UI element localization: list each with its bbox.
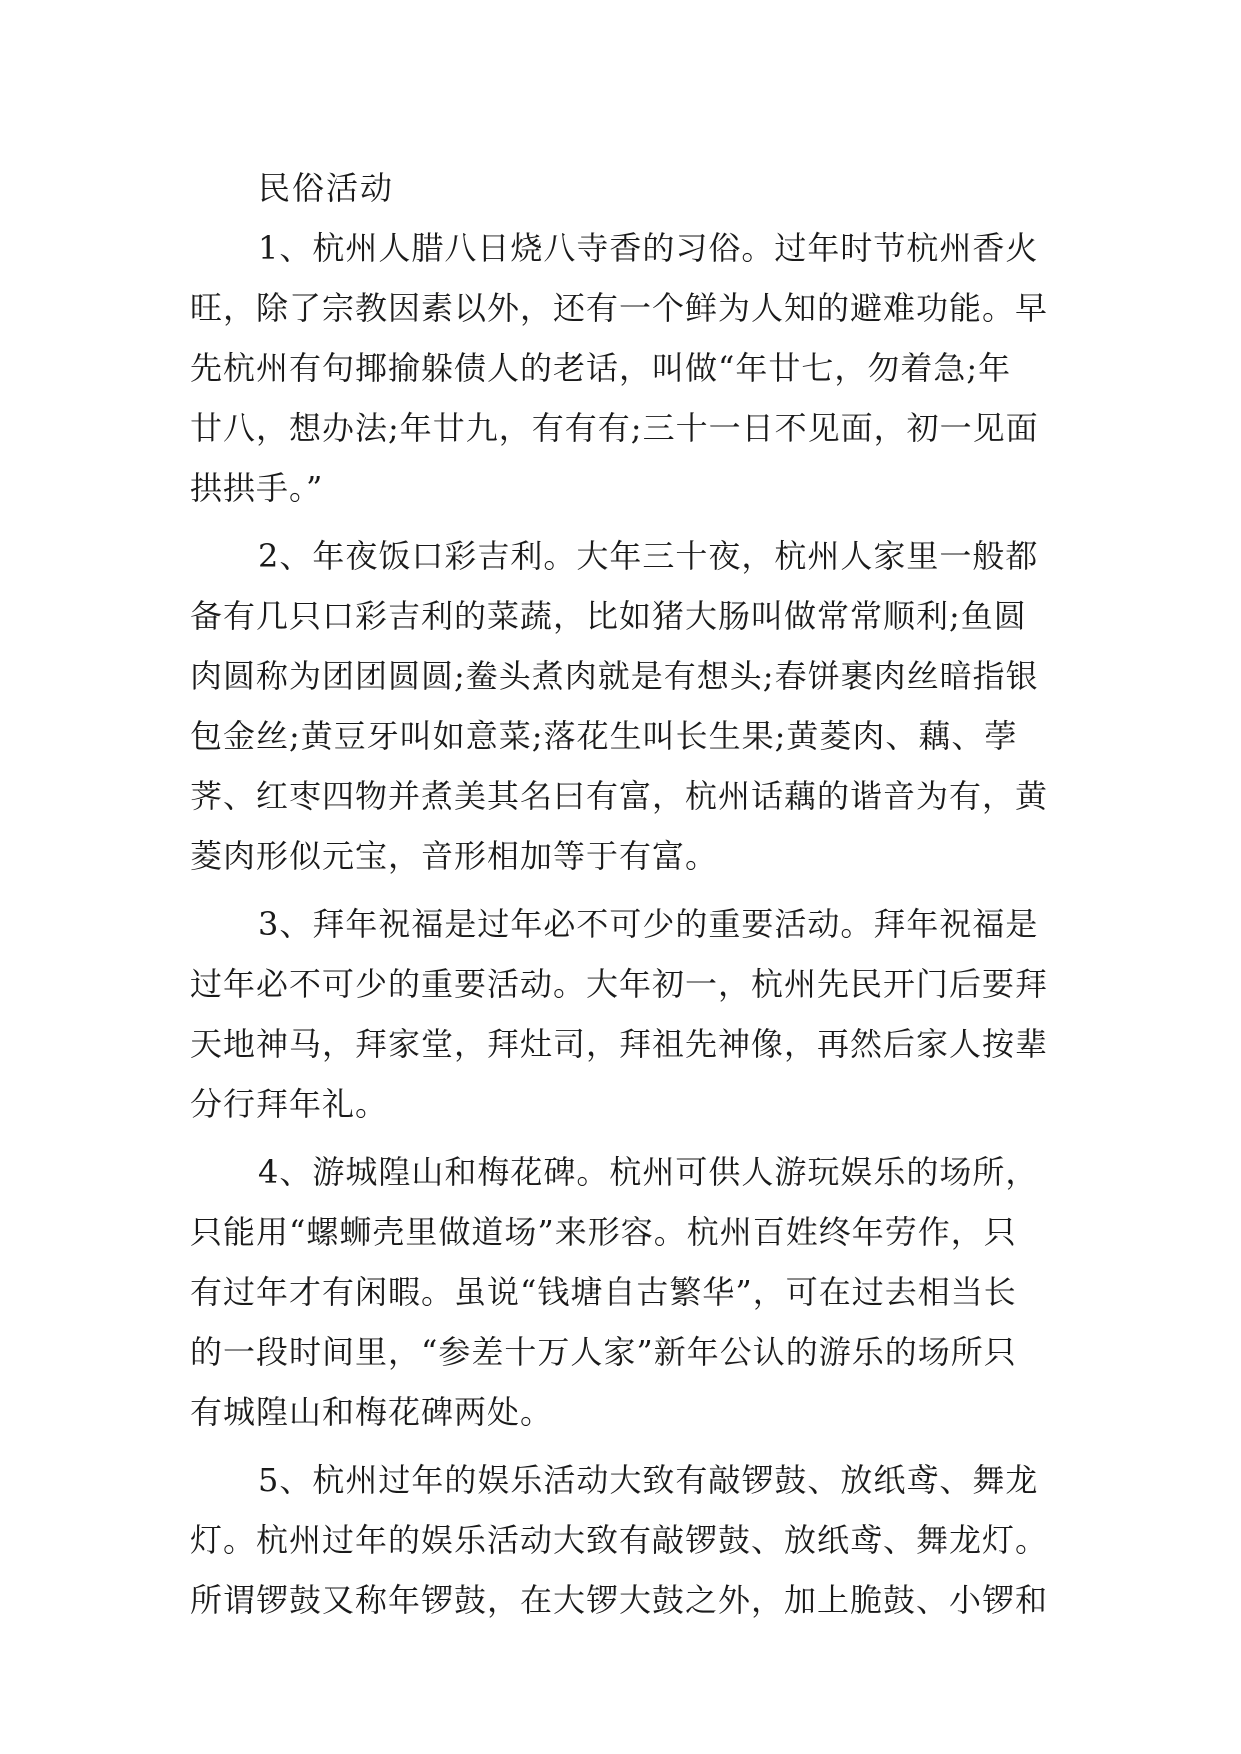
paragraph-1 xyxy=(190,218,1050,518)
document-page xyxy=(190,158,1050,1630)
paragraph-line: 有过年才有闲暇。虽说“钱塘自古繁华”，可在过去相当长 xyxy=(190,1273,1017,1311)
paragraph-line: 过年必不可少的重要活动。大年初一，杭州先民开门后要拜 xyxy=(190,965,1049,1003)
paragraph-4 xyxy=(190,1142,1050,1442)
paragraph-3 xyxy=(190,894,1050,1134)
paragraph-line: 拱拱手。” xyxy=(190,469,324,507)
paragraph-line: 备有几只口彩吉利的菜蔬，比如猪大肠叫做常常顺利;鱼圆 xyxy=(190,597,1027,635)
paragraph-line: 只能用“螺蛳壳里做道场”来形容。杭州百姓终年劳作，只 xyxy=(190,1213,1017,1251)
paragraph-2 xyxy=(190,526,1050,886)
paragraph-line: 荠、红枣四物并煮美其名曰有富，杭州话藕的谐音为有，黄 xyxy=(190,777,1049,815)
paragraph-line: 5、杭州过年的娱乐活动大致有敲锣鼓、放纸鸢、舞龙 xyxy=(258,1461,1039,1499)
paragraph-line: 的一段时间里，“参差十万人家”新年公认的游乐的场所只 xyxy=(190,1333,1017,1371)
paragraph-list xyxy=(190,218,1050,1630)
paragraph-line: 天地神马，拜家堂，拜灶司，拜祖先神像，再然后家人按辈 xyxy=(190,1025,1049,1063)
paragraph-line: 菱肉形似元宝，音形相加等于有富。 xyxy=(190,837,719,875)
paragraph-gap xyxy=(190,1442,1050,1450)
paragraph-line: 包金丝;黄豆牙叫如意菜;落花生叫长生果;黄菱肉、藕、荸 xyxy=(190,717,1018,755)
paragraph-line: 分行拜年礼。 xyxy=(190,1085,389,1123)
section-heading: 民俗活动 xyxy=(258,169,395,207)
paragraph-line: 4、游城隍山和梅花碑。杭州可供人游玩娱乐的场所， xyxy=(258,1153,1039,1191)
paragraph-line: 灯。杭州过年的娱乐活动大致有敲锣鼓、放纸鸢、舞龙灯。 xyxy=(190,1521,1049,1559)
paragraph-line: 2、年夜饭口彩吉利。大年三十夜，杭州人家里一般都 xyxy=(258,537,1039,575)
paragraph-line: 廿八，想办法;年廿九，有有有;三十一日不见面，初一见面 xyxy=(190,409,1039,447)
paragraph-line: 3、拜年祝福是过年必不可少的重要活动。拜年祝福是 xyxy=(258,905,1039,943)
paragraph-line: 所谓锣鼓又称年锣鼓，在大锣大鼓之外，加上脆鼓、小锣和 xyxy=(190,1581,1049,1619)
paragraph-gap xyxy=(190,886,1050,894)
paragraph-gap xyxy=(190,518,1050,526)
paragraph-5 xyxy=(190,1450,1050,1630)
paragraph-gap xyxy=(190,1134,1050,1142)
paragraph-line: 有城隍山和梅花碑两处。 xyxy=(190,1393,554,1431)
paragraph-line: 1、杭州人腊八日烧八寺香的习俗。过年时节杭州香火 xyxy=(258,229,1039,267)
paragraph-line: 肉圆称为团团圆圆;鲞头煮肉就是有想头;春饼裹肉丝暗指银 xyxy=(190,657,1039,695)
paragraph-line: 旺，除了宗教因素以外，还有一个鲜为人知的避难功能。早 xyxy=(190,289,1049,327)
paragraph-line: 先杭州有句揶揄躲债人的老话，叫做“年廿七，勿着急;年 xyxy=(190,349,1012,387)
